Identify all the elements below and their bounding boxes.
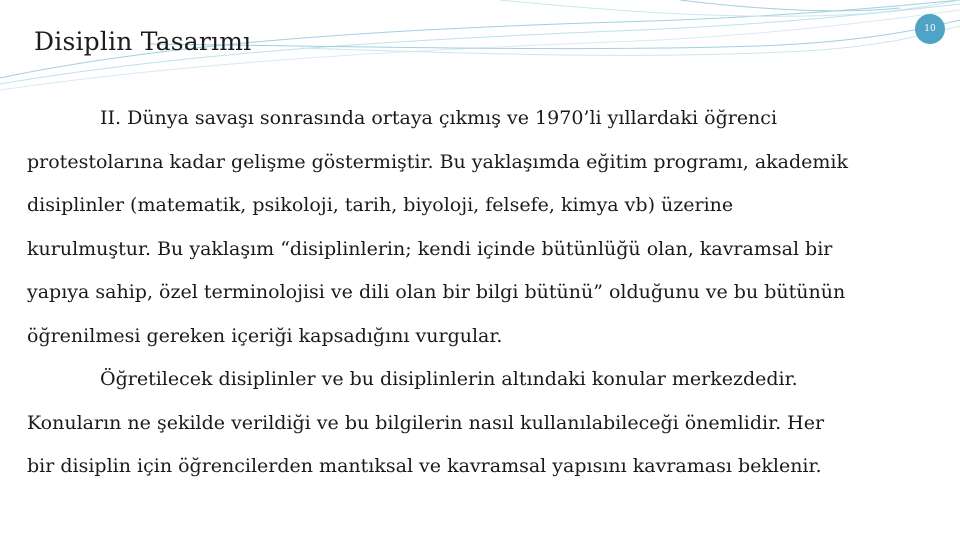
paragraph-1-line: kurulmuştur. Bu yaklaşım “disiplinlerin; kendi içinde bütünlüğü olan, kavramsal bir <box>27 237 833 260</box>
page-number: 10 <box>924 24 936 34</box>
page-number-badge <box>915 14 945 44</box>
paragraph-2-line: Öğretilecek disiplinler ve bu disiplinlerin altındaki konular merkezdedir. <box>100 368 798 390</box>
slide-title: Disiplin Tasarımı <box>34 27 252 56</box>
paragraph-2-line: bir disiplin için öğrencilerden mantıksal ve kavramsal yapısını kavraması beklenir. <box>27 455 822 477</box>
paragraph-1-line: disiplinler (matematik, psikoloji, tarih, biyoloji, felsefe, kimya vb) üzerine <box>27 194 734 216</box>
paragraph-1-line: protestolarına kadar gelişme göstermiştir. Bu yaklaşımda eğitim programı, akademik <box>27 150 849 173</box>
paragraph-1-line: II. Dünya savaşı sonrasında ortaya çıkmış ve 1970’li yıllardaki öğrenci <box>100 107 778 129</box>
paragraph-1-line: öğrenilmesi gereken içeriği kapsadığını vurgular. <box>27 324 503 347</box>
paragraph-2-line: Konuların ne şekilde verildiği ve bu bilgilerin nasıl kullanılabileceği önemlidir. Her <box>27 411 825 434</box>
slide-body <box>27 97 927 489</box>
paragraph-1-line: yapıya sahip, özel terminolojisi ve dili olan bir bilgi bütünü” olduğunu ve bu bütünün <box>27 281 846 303</box>
